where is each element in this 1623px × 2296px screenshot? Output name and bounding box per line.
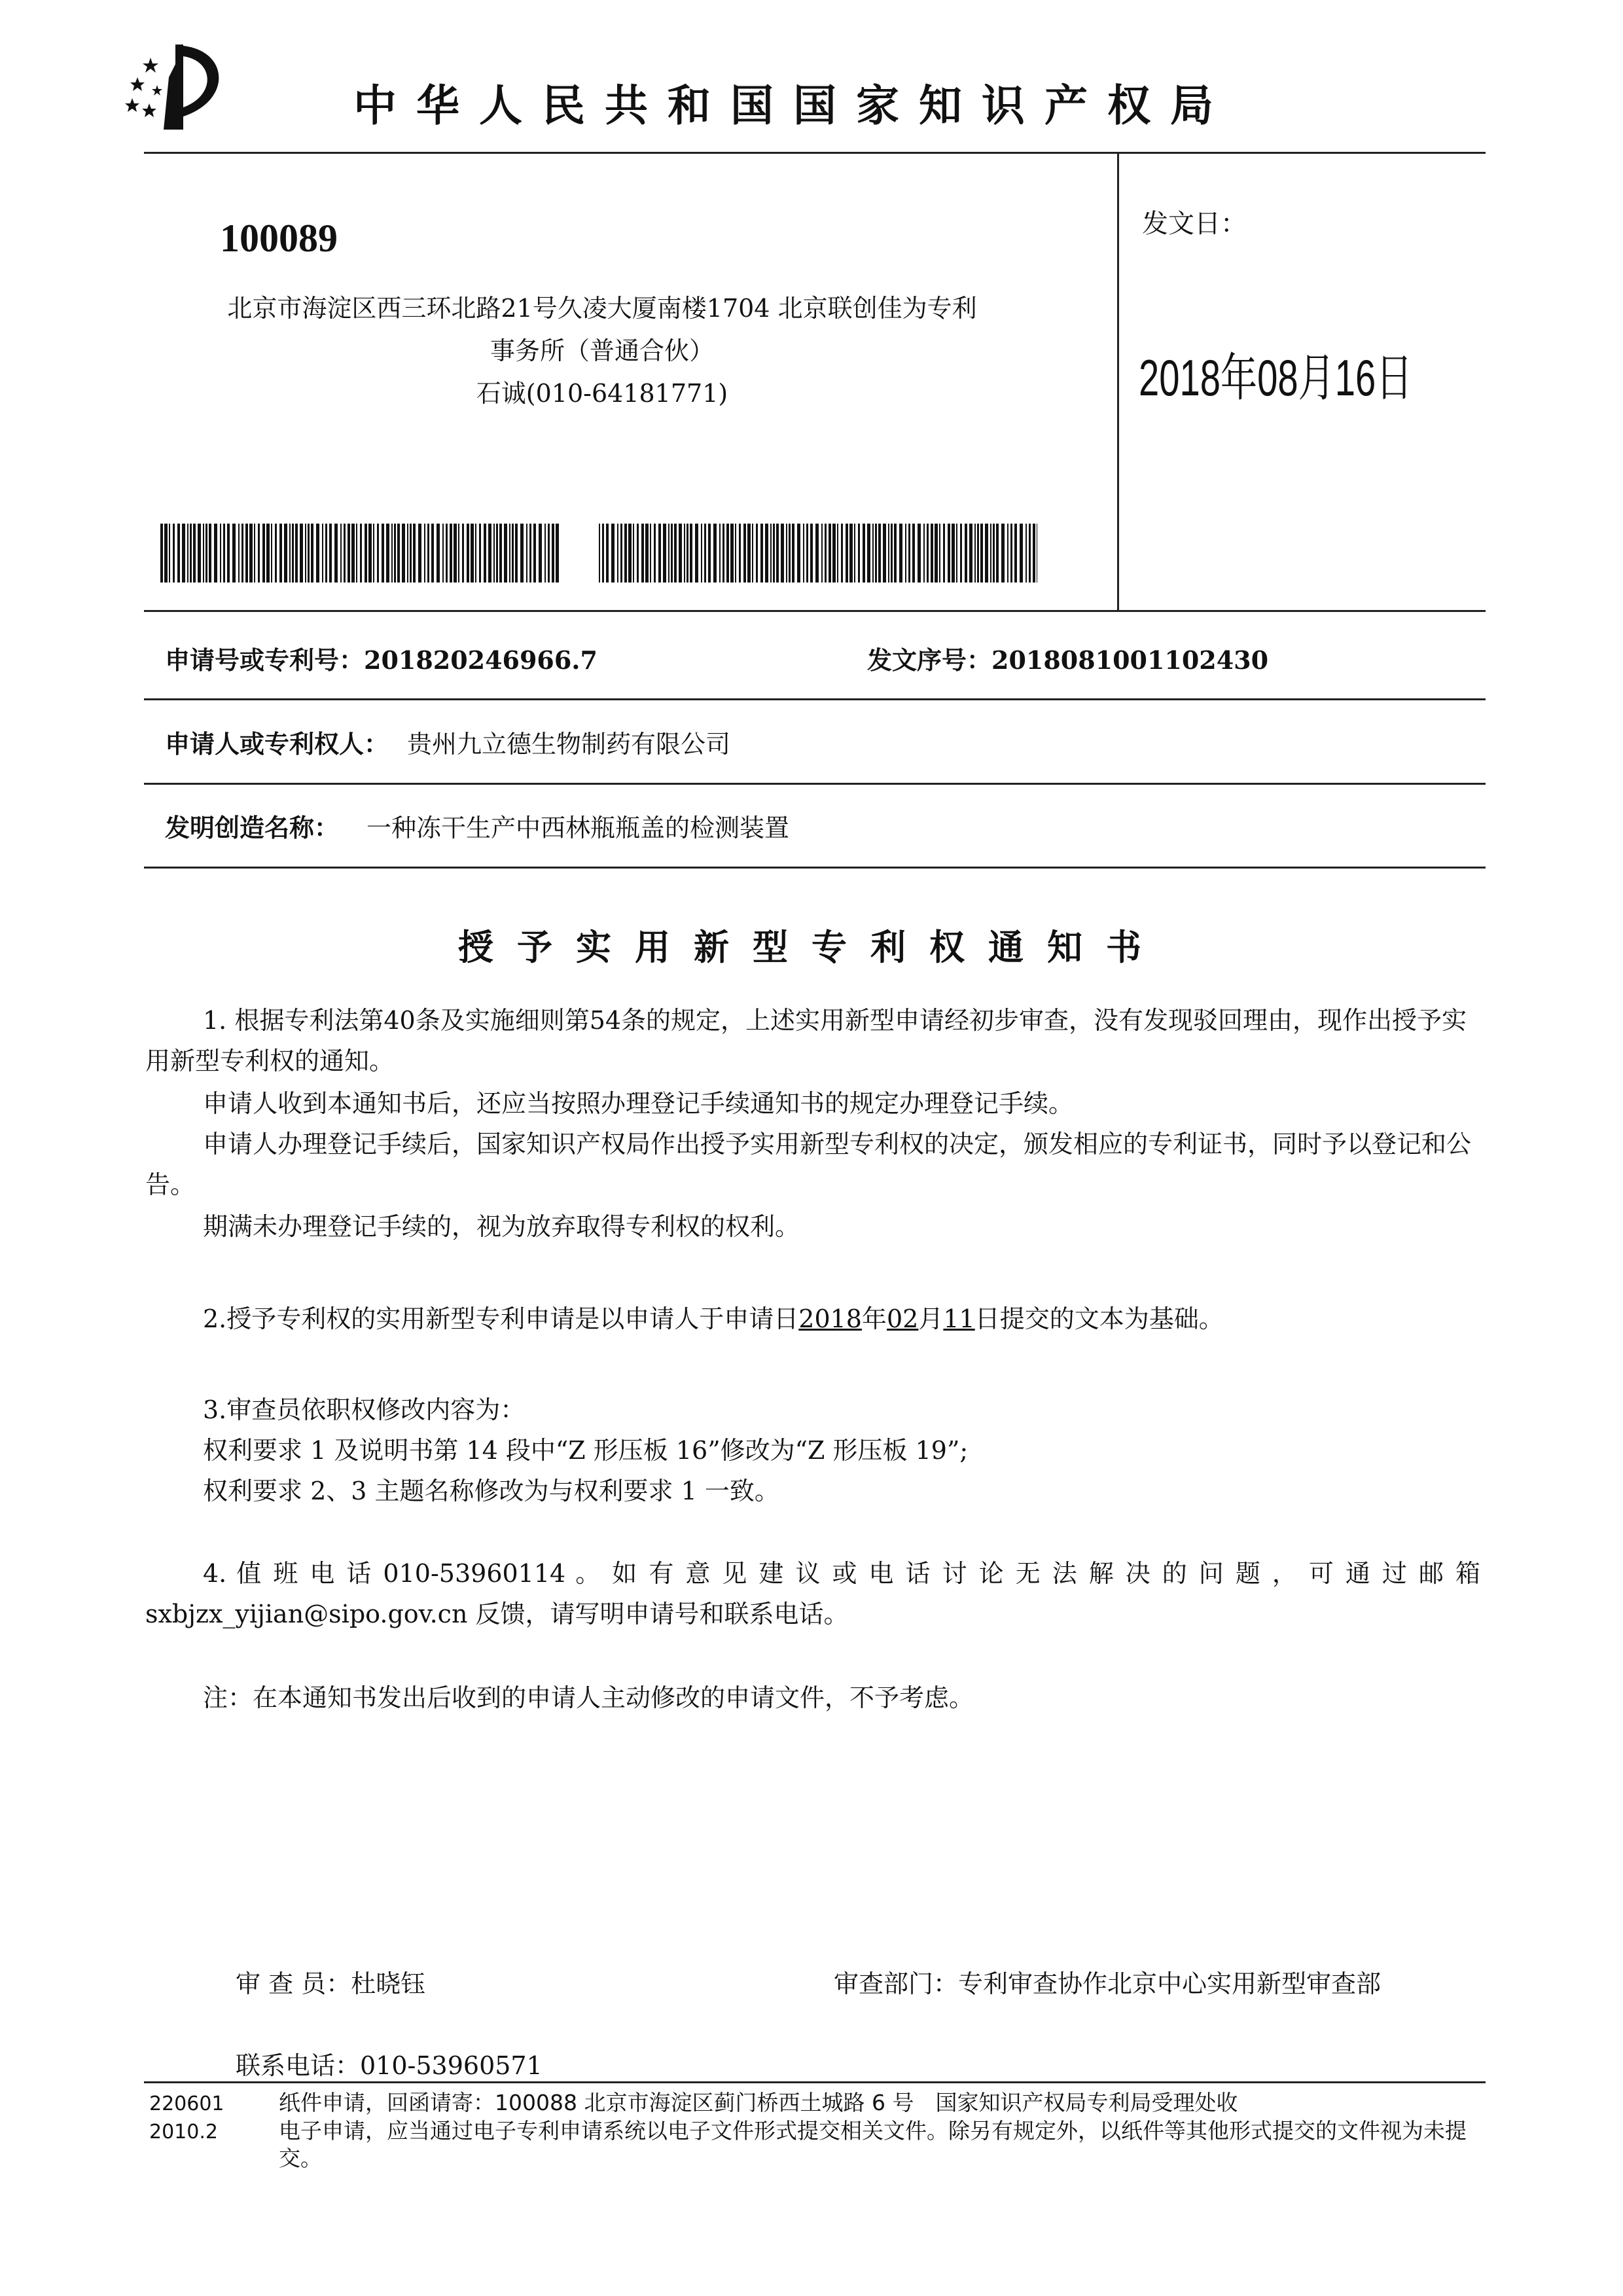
- barcode-bar: [985, 524, 988, 583]
- fields-divider-1: [144, 698, 1486, 700]
- barcode-bar: [344, 524, 346, 583]
- barcode-bar: [891, 524, 893, 583]
- barcode-bar: [872, 524, 874, 583]
- barcode-bar: [617, 524, 618, 583]
- recipient-postcode: 100089: [220, 217, 338, 260]
- filing-month-unit: 月: [918, 1304, 944, 1333]
- barcode-bar: [203, 524, 204, 583]
- barcode-bar: [356, 524, 357, 583]
- barcode-bar: [960, 524, 962, 583]
- barcode-bar: [878, 524, 881, 583]
- application-number-label: 申请号或专利号：: [165, 645, 365, 675]
- barcode-bar: [965, 524, 967, 583]
- barcode-bar: [996, 524, 999, 583]
- barcode-bar: [730, 524, 734, 583]
- barcode-bar: [214, 524, 217, 583]
- barcode-bar: [410, 524, 412, 583]
- barcode-bar: [943, 524, 945, 583]
- barcode-bar: [446, 524, 448, 583]
- barcode-bar: [821, 524, 823, 583]
- barcode-bar: [160, 524, 163, 583]
- filing-year-unit: 年: [861, 1304, 887, 1333]
- barcode-bar: [311, 524, 313, 583]
- barcode-bar: [442, 524, 444, 583]
- barcode-bar: [726, 524, 729, 583]
- barcode-bar: [980, 524, 983, 583]
- barcode-bar: [806, 524, 808, 583]
- examiner: 审 查 员：杜晓钰: [236, 1969, 426, 1998]
- barcode-bar: [182, 524, 185, 583]
- recipient-address-line1: 北京市海淀区西三环北路21号久凌大厦南楼1704 北京联创佳为专利: [227, 294, 977, 323]
- barcode-bar: [1020, 524, 1023, 583]
- barcode-bar: [499, 524, 502, 583]
- barcode-bar: [427, 524, 429, 583]
- barcode-bar: [637, 524, 639, 583]
- barcode-bar: [825, 524, 827, 583]
- applicant-value: 贵州九立德生物制药有限公司: [407, 730, 731, 759]
- barcode-bar: [539, 524, 542, 583]
- barcode-bar: [789, 524, 791, 583]
- form-version: 2010.2: [149, 2121, 218, 2144]
- barcode-bar: [611, 524, 615, 583]
- barcode-bar: [254, 524, 255, 583]
- barcode-bar: [650, 524, 651, 583]
- barcode-bar: [645, 524, 649, 583]
- barcode-bar: [935, 524, 938, 583]
- paragraph-2: [145, 1299, 1480, 1339]
- barcode-bar: [747, 524, 751, 583]
- fields-bottom-divider: [144, 867, 1486, 869]
- examiner-phone: 联系电话：010-53960571: [236, 2051, 543, 2080]
- barcode-bar: [974, 524, 976, 583]
- barcode-bar: [552, 524, 554, 583]
- barcode-bar: [205, 524, 207, 583]
- barcode-bar: [365, 524, 367, 583]
- application-number-value: 201820246966.7: [364, 645, 597, 675]
- barcode-bar: [713, 524, 717, 583]
- barcode-bar: [948, 524, 950, 583]
- barcode-bar: [391, 524, 393, 583]
- barcode-bar: [923, 524, 925, 583]
- barcode-bar: [606, 524, 609, 583]
- cnipa-emblem-icon: [118, 38, 242, 136]
- filing-month: 02: [887, 1304, 919, 1333]
- barcode-bar: [300, 524, 303, 583]
- paragraph-3a: 权利要求 1 及说明书第 14 段中“Z 形压板 16”修改为“Z 形压板 19”;: [203, 1436, 969, 1465]
- barcode-bar: [883, 524, 886, 583]
- paragraph-1b: 申请人收到本通知书后，还应当按照办理登记手续通知书的规定办理登记手续。: [203, 1089, 1074, 1118]
- barcode-bar: [295, 524, 298, 583]
- barcode-bar: [329, 524, 332, 583]
- barcode-bar: [786, 524, 787, 583]
- issue-date-label: 发文日：: [1142, 209, 1247, 239]
- barcode-bar: [479, 524, 481, 583]
- barcode-bar: [679, 524, 682, 583]
- barcode-bar: [284, 524, 287, 583]
- barcode-bar: [238, 524, 240, 583]
- barcode-bar: [488, 524, 491, 583]
- barcode-bar: [654, 524, 656, 583]
- barcode-bar: [548, 524, 550, 583]
- barcode-bar: [1026, 524, 1027, 583]
- barcode-bar: [325, 524, 327, 583]
- barcode-bar: [624, 524, 627, 583]
- barcode-bar: [209, 524, 211, 583]
- barcode-bar: [262, 524, 265, 583]
- barcode-right: [599, 524, 1037, 583]
- barcode-bar: [633, 524, 634, 583]
- barcode-bar: [249, 524, 253, 583]
- barcode-bar: [1007, 524, 1008, 583]
- barcode-left: [160, 524, 560, 583]
- barcode-bar: [663, 524, 666, 583]
- barcode-bar: [458, 524, 459, 583]
- barcode-bar: [413, 524, 416, 583]
- applicant-label: 申请人或专利权人：: [165, 729, 389, 759]
- barcode-bar: [829, 524, 831, 583]
- document-title: 授予实用新型专利权通知书: [458, 927, 1165, 968]
- barcode-bar: [164, 524, 168, 583]
- barcode-bar: [773, 524, 775, 583]
- barcode-bar: [512, 524, 514, 583]
- paragraph-4: 4. 值 班 电 话 010-53960114 。 如 有 意 见 建 议 或 电 话 讨 论 无 法 解 决 的 问 题 ， 可 通 过 邮 箱 sxbjzx_yijian@sipo.gov.cn 反馈，请写明申请号和联系电话。: [145, 1559, 1480, 1628]
- barcode-bar: [832, 524, 836, 583]
- barcode-bar: [462, 524, 464, 583]
- barcode-bar: [232, 524, 236, 583]
- barcode-bar: [952, 524, 955, 583]
- fields-top-divider: [144, 610, 1486, 612]
- barcode-bar: [450, 524, 452, 583]
- barcode-bar: [279, 524, 282, 583]
- barcode-bar: [658, 524, 661, 583]
- barcode-bar: [1010, 524, 1012, 583]
- barcode-bar: [620, 524, 622, 583]
- barcode-bar: [418, 524, 421, 583]
- barcode-bar: [190, 524, 192, 583]
- barcode-bar: [220, 524, 221, 583]
- barcode-bar: [888, 524, 889, 583]
- barcode-bar: [863, 524, 865, 583]
- barcode-bar: [351, 524, 355, 583]
- barcode-bar: [402, 524, 405, 583]
- invention-label: 发明创造名称：: [165, 813, 340, 842]
- barcode-bar: [760, 524, 763, 583]
- barcode-bar: [556, 524, 559, 583]
- barcode-bar: [602, 524, 604, 583]
- serial-number-label: 发文序号：: [867, 645, 992, 675]
- barcode-bar: [241, 524, 243, 583]
- barcode-bar: [198, 524, 201, 583]
- barcode-bar: [977, 524, 979, 583]
- barcode-bar: [544, 524, 546, 583]
- barcode-bar: [493, 524, 495, 583]
- barcode-bar: [899, 524, 902, 583]
- barcode-bar: [846, 524, 848, 583]
- barcode-bar: [496, 524, 498, 583]
- barcode-bar: [322, 524, 323, 583]
- barcode-bar: [781, 524, 784, 583]
- barcode-bar: [671, 524, 673, 583]
- barcode-bar: [275, 524, 277, 583]
- barcode-bar: [803, 524, 804, 583]
- barcode-bar: [424, 524, 425, 583]
- barcode-bar: [187, 524, 188, 583]
- barcode-bar: [504, 524, 507, 583]
- barcode-bar: [266, 524, 270, 583]
- barcode-bar: [348, 524, 350, 583]
- barcode-bar: [849, 524, 853, 583]
- barcode-bar: [258, 524, 260, 583]
- barcode-bar: [245, 524, 248, 583]
- barcode-bar: [1001, 524, 1005, 583]
- barcode-bar: [373, 524, 374, 583]
- barcode-bar: [993, 524, 995, 583]
- barcode-bar: [305, 524, 306, 583]
- barcode-bar: [271, 524, 272, 583]
- barcode-bar: [628, 524, 632, 583]
- barcode-bar: [752, 524, 753, 583]
- barcode-bar: [690, 524, 692, 583]
- recipient-address-line2: 事务所（普通合伙）: [490, 336, 714, 365]
- barcode-bar: [867, 524, 870, 583]
- paragraph-2-prefix: 2.授予专利权的实用新型专利申请是以申请人于申请日: [203, 1304, 799, 1333]
- barcode-bar: [875, 524, 877, 583]
- barcode-bar: [905, 524, 906, 583]
- serial-number-value: 2018081001102430: [991, 645, 1269, 675]
- paragraph-2-suffix: 日提交的文本为基础。: [974, 1304, 1224, 1333]
- paragraph-1d: 期满未办理登记手续的，视为放弃取得专利权的权利。: [203, 1212, 800, 1241]
- fields-divider-2: [144, 783, 1486, 785]
- barcode-bar: [704, 524, 706, 583]
- barcode-bar: [765, 524, 768, 583]
- barcode-bar: [173, 524, 175, 583]
- header-divider: [144, 152, 1486, 154]
- barcode-bar: [397, 524, 400, 583]
- barcode-bar: [292, 524, 294, 583]
- barcode-bar: [509, 524, 510, 583]
- filing-year: 2018: [798, 1304, 862, 1333]
- barcode-bar: [1033, 524, 1035, 583]
- barcode-bar: [382, 524, 384, 583]
- invention-name: [165, 808, 789, 844]
- barcode-bar: [475, 524, 476, 583]
- barcode-bar: [797, 524, 800, 583]
- barcode-bar: [815, 524, 819, 583]
- barcode-bar: [515, 524, 518, 583]
- footer-electronic-note: 电子申请，应当通过电子专利申请系统以电子文件形式提交相关文件。除另有规定外，以纸件等其他形式提交的文件视为未提交。: [279, 2118, 1467, 2171]
- barcode-bar: [810, 524, 813, 583]
- barcode-bar: [956, 524, 957, 583]
- barcode-bar: [526, 524, 527, 583]
- barcode-bar: [334, 524, 338, 583]
- barcode-bar: [792, 524, 794, 583]
- paragraph-3b: 权利要求 2、3 主题名称修改为与权利要求 1 一致。: [203, 1477, 779, 1505]
- barcode-bar: [743, 524, 746, 583]
- barcode-bar: [687, 524, 688, 583]
- barcode-bar: [776, 524, 779, 583]
- barcode-bar: [340, 524, 342, 583]
- application-number: [165, 640, 597, 676]
- footer-paper-note: 纸件申请，回函请寄：100088 北京市海淀区蓟门桥西土城路 6 号 国家知识产权局专利局受理处收: [279, 2090, 1238, 2115]
- barcode-bar: [227, 524, 230, 583]
- barcode-bar: [407, 524, 408, 583]
- barcode-bar: [708, 524, 711, 583]
- barcode-bar: [939, 524, 940, 583]
- barcode-bar: [858, 524, 860, 583]
- form-code: 220601: [149, 2092, 224, 2115]
- barcode-bar: [599, 524, 600, 583]
- footer-divider: [144, 2081, 1486, 2083]
- barcode-bar: [641, 524, 644, 583]
- paragraph-3: 3.审查员依职权修改内容为：: [203, 1395, 526, 1424]
- barcode-bar: [1014, 524, 1017, 583]
- barcode-bar: [533, 524, 536, 583]
- barcode-bar: [394, 524, 396, 583]
- barcode-bar: [739, 524, 741, 583]
- barcode-bar: [969, 524, 972, 583]
- barcode-bar: [931, 524, 933, 583]
- examination-department: 审查部门：专利审查协作北京中心实用新型审查部: [834, 1969, 1382, 1998]
- barcode-bar: [701, 524, 702, 583]
- barcode-bar: [454, 524, 457, 583]
- barcode-bar: [756, 524, 758, 583]
- barcode-bar: [1029, 524, 1031, 583]
- invention-value: 一种冻干生产中西林瓶瓶盖的检测装置: [366, 814, 790, 842]
- barcode-bar: [193, 524, 196, 583]
- filing-day: 11: [943, 1304, 975, 1333]
- barcode-bar: [471, 524, 474, 583]
- barcode-bar: [912, 524, 915, 583]
- barcode-bar: [894, 524, 897, 583]
- barcode-bar: [431, 524, 434, 583]
- barcode-bar: [918, 524, 921, 583]
- barcode-bar: [520, 524, 524, 583]
- barcode-bar: [308, 524, 310, 583]
- barcode-bar: [289, 524, 291, 583]
- barcode-bar: [927, 524, 929, 583]
- barcode-bar: [529, 524, 531, 583]
- recipient-contact: 石诚(010-64181771): [476, 379, 728, 408]
- paragraph-1c: 申请人办理登记手续后，国家知识产权局作出授予实用新型专利权的决定，颁发相应的专利证书，同时予以登记和公告。: [145, 1130, 1472, 1199]
- barcode-bar: [177, 524, 180, 583]
- barcode-bar: [990, 524, 991, 583]
- serial-number: [867, 640, 1268, 676]
- barcode-bar: [908, 524, 910, 583]
- barcode-bar: [668, 524, 669, 583]
- barcode-bar: [360, 524, 362, 583]
- office-name: 中华人民共和国国家知识产权局: [353, 81, 1233, 131]
- address-date-divider: [1117, 152, 1119, 610]
- barcode-bar: [169, 524, 170, 583]
- barcode-bar: [316, 524, 319, 583]
- barcode-bar: [437, 524, 440, 583]
- barcode-bar: [695, 524, 698, 583]
- barcode-bar: [854, 524, 855, 583]
- barcode-bar: [722, 524, 724, 583]
- paragraph-1: 1. 根据专利法第40条及实施细则第54条的规定，上述实用新型申请经初步审查，没有发现驳回理由，现作出授予实用新型专利权的通知。: [145, 1006, 1467, 1075]
- barcode-bar: [223, 524, 225, 583]
- barcode-bar: [377, 524, 379, 583]
- barcode-bar: [770, 524, 772, 583]
- barcode-bar: [684, 524, 685, 583]
- barcode-bar: [484, 524, 486, 583]
- barcode-bar: [674, 524, 677, 583]
- issue-date-stamp: 2018年08月16日: [1139, 349, 1413, 406]
- barcode-bar: [735, 524, 736, 583]
- barcode-bar: [837, 524, 838, 583]
- barcode-bar: [841, 524, 843, 583]
- note: 注：在本通知书发出后收到的申请人主动修改的申请文件，不予考虑。: [203, 1683, 974, 1712]
- barcode-bar: [467, 524, 469, 583]
- barcode-bar: [368, 524, 372, 583]
- barcode-bar: [386, 524, 389, 583]
- applicant: [165, 724, 730, 760]
- barcode-bar: [719, 524, 721, 583]
